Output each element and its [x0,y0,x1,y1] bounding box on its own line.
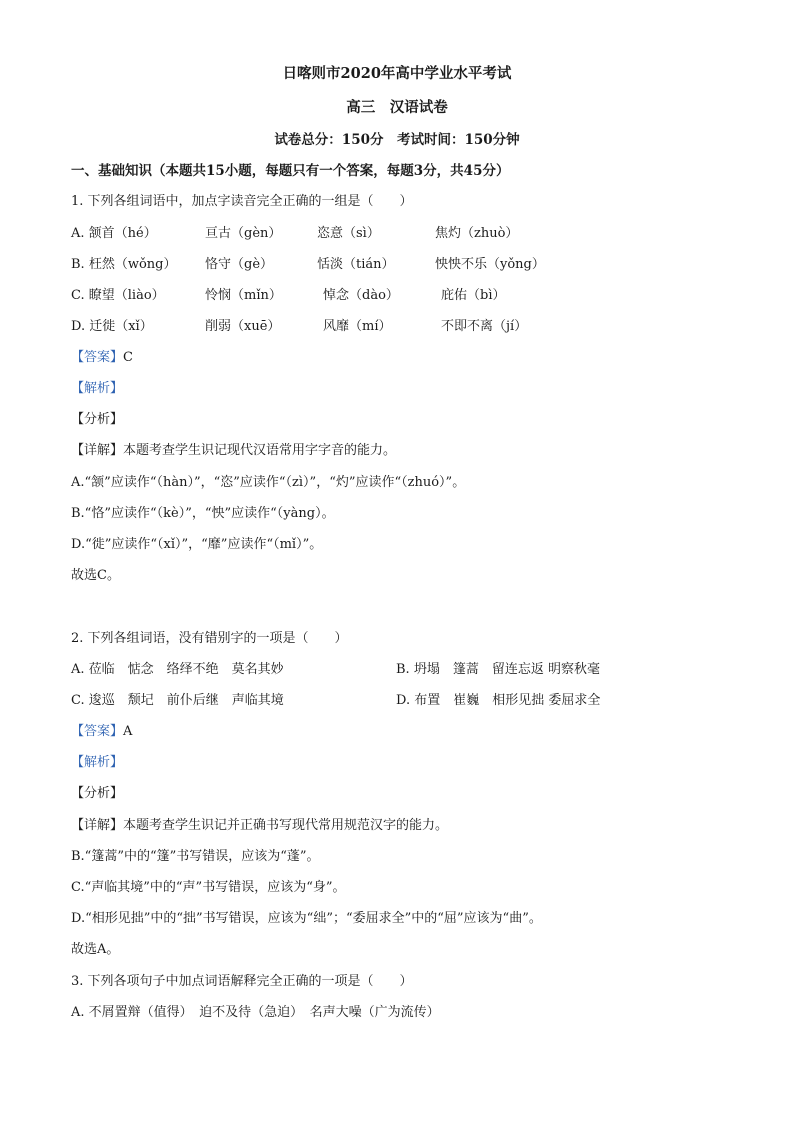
q2-detail [71,818,448,834]
q3-option-a: A. 不屑置辩（值得） 迫不及待（急迫） 名声大噪（广为流传） [71,1005,440,1020]
q1-option-b-4: 怏怏不乐（yǒng） [435,257,545,272]
q1-option-d-1: D. 迁徙（xǐ） [71,319,153,334]
detail-tag: 【详解】 [71,443,124,458]
q1-analysis-tag: 【解析】 [71,381,124,396]
q2-explain-b: B.“篷蒿”中的“篷”书写错误，应该为“蓬”。 [71,849,320,864]
q1-detail [71,443,396,459]
q1-option-d-2: 削弱（xuē） [205,319,281,334]
answer-tag: 【答案】 [71,350,124,365]
exam-meta: 试卷总分：150分 考试时间：150分钟 [274,132,520,148]
q1-option-c-2: 怜悯（mǐn） [205,288,282,303]
q1-option-c-1: C. 瞭望（liào） [71,288,165,303]
q3-stem: 3. 下列各项句子中加点词语解释完全正确的一项是（ ） [71,974,413,989]
q2-option-b: B. 坍塌 篷蒿 留连忘返 明察秋毫 [396,662,600,677]
q1-stem: 1. 下列各组词语中，加点字读音完全正确的一组是（ ） [71,194,413,209]
q1-option-b-2: 恪守（gè） [205,257,274,272]
q2-option-d: D. 布置 崔巍 相形见拙 委屈求全 [396,693,601,708]
q1-option-d-4: 不即不离（jí） [441,319,528,334]
section-heading: 一、基础知识（本题共15小题，每题只有一个答案，每题3分，共45分） [71,163,510,179]
exam-subtitle: 高三 汉语试卷 [346,99,448,116]
q2-explain-c: C.“声临其境”中的“声”书写错误，应该为“身”。 [71,880,346,895]
q1-option-a-1: A. 颔首（hé） [71,226,157,241]
q2-option-a: A. 莅临 惦念 络绎不绝 莫名其妙 [71,662,284,677]
q2-analysis-tag: 【解析】 [71,755,124,770]
q1-option-c-4: 庇佑（bì） [441,288,506,303]
q2-stem: 2. 下列各组词语，没有错别字的一项是（ ） [71,631,348,646]
q1-option-a-3: 恣意（sì） [317,226,380,241]
q1-option-b-1: B. 枉然（wǒng） [71,257,177,272]
q1-detail-text: 本题考查学生识记现代汉语常用字字音的能力。 [123,443,397,458]
q1-option-a-2: 亘古（gèn） [205,226,282,241]
q1-option-d-3: 风靡（mí） [323,319,392,334]
q1-conclusion: 故选C。 [71,568,120,583]
q2-answer-value: A [123,724,133,739]
q1-explain-d: D.“徙”应读作“（xǐ）”，“靡”应读作“（mǐ）”。 [71,537,323,552]
answer-tag: 【答案】 [71,724,124,739]
q2-conclusion: 故选A。 [71,942,120,957]
q2-explain-d: D.“相形见拙”中的“拙”书写错误，应该为“绌”；“委屈求全”中的“屈”应该为“曲”。 [71,911,542,926]
q1-fenxi-tag: 【分析】 [71,412,124,427]
q1-explain-a: A.“颔”应读作“（hàn）”，“恣”应读作“（zì）”，“灼”应读作“（zhuó）”。 [71,475,466,490]
q1-answer-value: C [123,350,133,365]
q2-option-c: C. 逡巡 颓圮 前仆后继 声临其境 [71,693,284,708]
q1-explain-b: B.“恪”应读作“（kè）”，“怏”应读作“（yàng）。 [71,506,335,521]
q1-option-b-3: 恬淡（tián） [317,257,395,272]
q1-answer [71,350,133,366]
detail-tag: 【详解】 [71,818,124,833]
exam-title: 日喀则市2020年高中学业水平考试 [282,65,512,82]
q1-option-a-4: 焦灼（zhuò） [435,226,519,241]
q2-answer [71,724,132,740]
q1-option-c-3: 悼念（dào） [323,288,399,303]
q2-detail-text: 本题考查学生识记并正确书写现代常用规范汉字的能力。 [123,818,449,833]
q2-fenxi-tag: 【分析】 [71,786,124,801]
